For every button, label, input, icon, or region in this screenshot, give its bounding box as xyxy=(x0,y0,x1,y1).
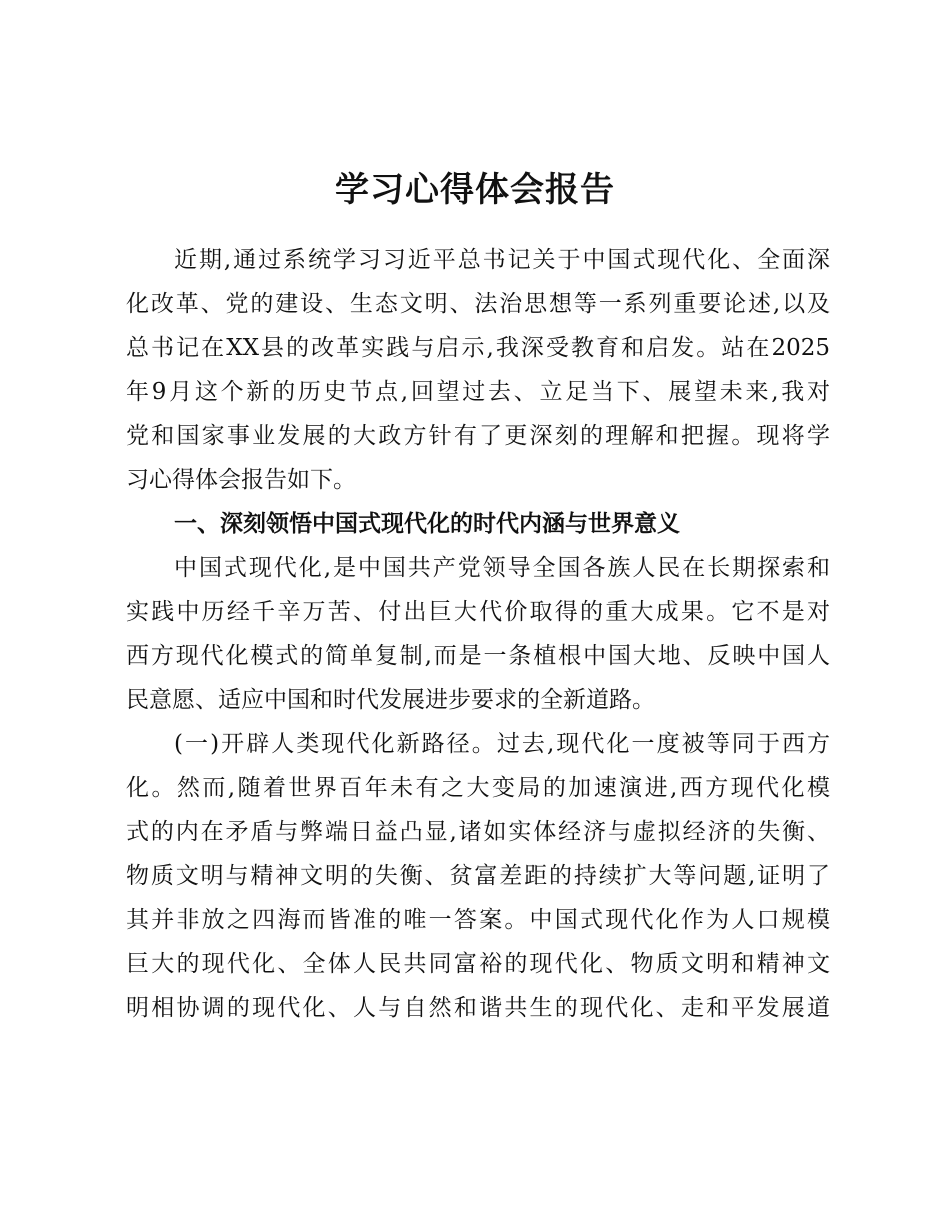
paragraph-line: 西方现代化模式的简单复制,而是一条植根中国大地、反映中国人 xyxy=(126,643,830,669)
paragraph-line: 近期,通过系统学习习近平总书记关于中国式现代化、全面深 xyxy=(174,247,830,273)
paragraph-line: 物质文明与精神文明的失衡、贫富差距的持续扩大等问题,证明了 xyxy=(126,863,830,889)
paragraph-line: 化改革、党的建设、生态文明、法治思想等一系列重要论述,以及 xyxy=(126,291,830,317)
paragraph-line: 民意愿、适应中国和时代发展进步要求的全新道路。 xyxy=(126,687,655,713)
paragraph-line: 党和国家事业发展的大政方针有了更深刻的理解和把握。现将学 xyxy=(126,423,830,449)
paragraph-line: 中国式现代化,是中国共产党领导全国各族人民在长期探索和 xyxy=(174,555,830,581)
paragraph-line: 其并非放之四海而皆准的唯一答案。中国式现代化作为人口规模 xyxy=(126,907,830,933)
paragraph-line: 总书记在XX县的改革实践与启示,我深受教育和启发。站在2025 xyxy=(126,335,830,361)
paragraph-line: 实践中历经千辛万苦、付出巨大代价取得的重大成果。它不是对 xyxy=(126,599,830,625)
paragraph-line: 习心得体会报告如下。 xyxy=(126,467,356,493)
paragraph-line: 明相协调的现代化、人与自然和谐共生的现代化、走和平发展道 xyxy=(126,995,830,1021)
paragraph-line: 巨大的现代化、全体人民共同富裕的现代化、物质文明和精神文 xyxy=(126,951,830,977)
document-title: 学习心得体会报告 xyxy=(335,170,615,210)
paragraph-line: 化。然而,随着世界百年未有之大变局的加速演进,西方现代化模 xyxy=(126,775,830,801)
paragraph-line: 年9月这个新的历史节点,回望过去、立足当下、展望未来,我对 xyxy=(126,379,830,405)
section-heading: 一、深刻领悟中国式现代化的时代内涵与世界意义 xyxy=(174,511,680,537)
paragraph-line: 式的内在矛盾与弊端日益凸显,诸如实体经济与虚拟经济的失衡、 xyxy=(126,819,830,845)
subsection-line: (一)开辟人类现代化新路径。过去,现代化一度被等同于西方 xyxy=(174,731,830,757)
